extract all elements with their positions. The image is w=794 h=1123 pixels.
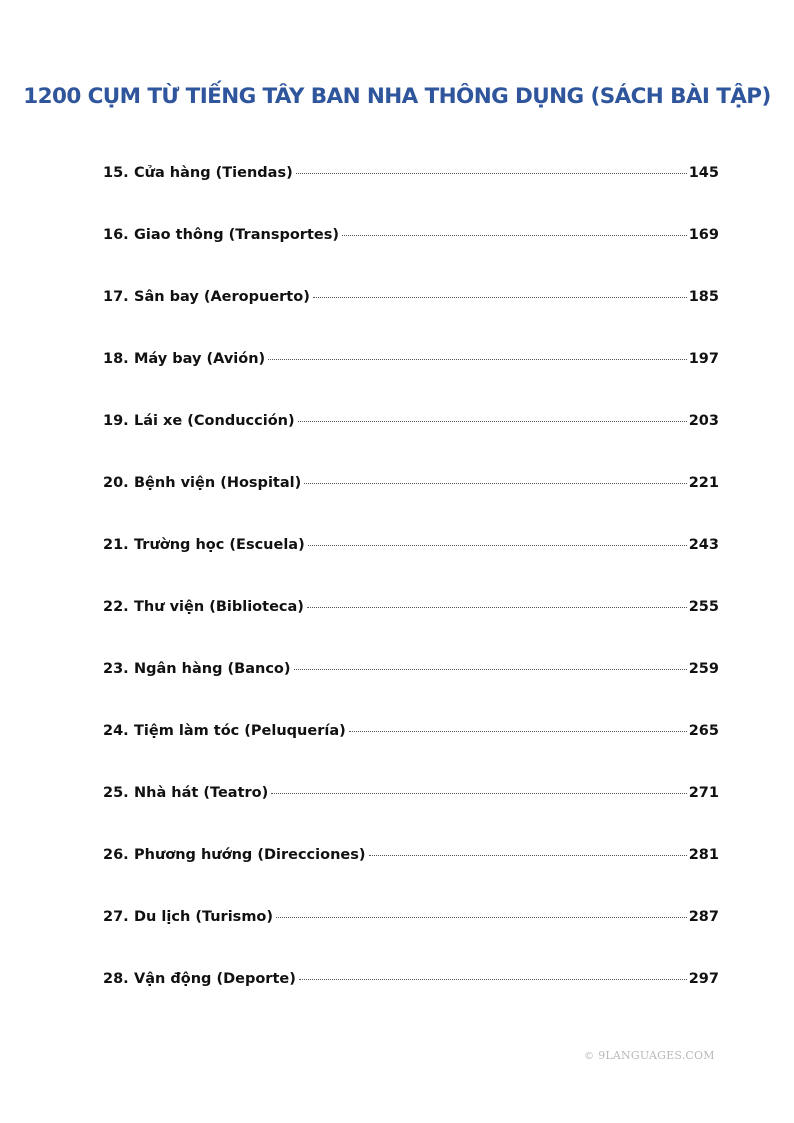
toc-entry[interactable] (103, 718, 719, 780)
toc-dot-leader (268, 359, 687, 360)
toc-entry-number: 28. (103, 971, 129, 987)
copyright-icon: © (584, 1051, 595, 1062)
toc-entry-title: Lái xe (Conducción) (134, 413, 295, 429)
toc-entry-number: 23. (103, 661, 129, 677)
toc-entry[interactable] (103, 656, 719, 718)
watermark (584, 1049, 715, 1062)
toc-entry-page: 259 (688, 661, 719, 677)
toc-entry-page: 145 (688, 165, 719, 181)
toc-entry[interactable] (103, 780, 719, 842)
toc-dot-leader (296, 173, 687, 174)
toc-entry-title: Máy bay (Avión) (134, 351, 266, 367)
watermark-text: 9LANGUAGES.COM (598, 1049, 715, 1062)
toc-entry-page: 297 (688, 971, 719, 987)
toc-entry-page: 169 (688, 227, 719, 243)
toc-dot-leader (294, 669, 687, 670)
toc-entry[interactable] (103, 842, 719, 904)
toc-entry-title: Ngân hàng (Banco) (134, 661, 291, 677)
toc-entry[interactable] (103, 160, 719, 222)
toc-dot-leader (342, 235, 687, 236)
toc-entry-title: Vận động (Deporte) (134, 971, 296, 987)
toc-entry-title: Nhà hát (Teatro) (134, 785, 269, 801)
toc-entry-number: 24. (103, 723, 129, 739)
toc-entry-number: 25. (103, 785, 129, 801)
toc-entry-page: 185 (688, 289, 719, 305)
toc-entry-title: Trường học (Escuela) (134, 537, 305, 553)
toc-dot-leader (349, 731, 687, 732)
toc-entry-number: 18. (103, 351, 129, 367)
toc-entry-page: 197 (688, 351, 719, 367)
toc-entry-title: Tiệm làm tóc (Peluquería) (134, 723, 346, 739)
toc-entry-title: Bệnh viện (Hospital) (134, 475, 302, 491)
toc-entry-page: 243 (688, 537, 719, 553)
toc-dot-leader (299, 979, 687, 980)
toc-dot-leader (304, 483, 686, 484)
table-of-contents (103, 160, 719, 1028)
toc-entry-number: 26. (103, 847, 129, 863)
toc-entry-page: 221 (688, 475, 719, 491)
toc-entry-page: 281 (688, 847, 719, 863)
toc-entry[interactable] (103, 904, 719, 966)
toc-entry-number: 27. (103, 909, 129, 925)
toc-entry[interactable] (103, 966, 719, 1028)
toc-dot-leader (313, 297, 687, 298)
toc-entry-title: Cửa hàng (Tiendas) (134, 165, 293, 181)
toc-entry[interactable] (103, 284, 719, 346)
toc-entry-title: Sân bay (Aeropuerto) (134, 289, 310, 305)
toc-entry-page: 271 (688, 785, 719, 801)
toc-entry[interactable] (103, 532, 719, 594)
toc-entry-page: 265 (688, 723, 719, 739)
toc-dot-leader (369, 855, 687, 856)
toc-entry-title: Phương hướng (Direcciones) (134, 847, 366, 863)
toc-entry[interactable] (103, 594, 719, 656)
toc-entry[interactable] (103, 470, 719, 532)
toc-entry-number: 16. (103, 227, 129, 243)
toc-dot-leader (307, 607, 687, 608)
toc-dot-leader (298, 421, 687, 422)
toc-entry[interactable] (103, 222, 719, 284)
toc-entry-number: 20. (103, 475, 129, 491)
page-title: 1200 CỤM TỪ TIẾNG TÂY BAN NHA THÔNG DỤNG (SÁCH BÀI TẬP) (23, 84, 771, 109)
toc-entry-number: 22. (103, 599, 129, 615)
toc-dot-leader (276, 917, 687, 918)
toc-entry-page: 255 (688, 599, 719, 615)
toc-dot-leader (271, 793, 686, 794)
toc-entry-number: 19. (103, 413, 129, 429)
toc-entry-page: 287 (688, 909, 719, 925)
toc-entry-title: Giao thông (Transportes) (134, 227, 339, 243)
toc-entry[interactable] (103, 408, 719, 470)
toc-dot-leader (308, 545, 687, 546)
toc-entry-page: 203 (688, 413, 719, 429)
toc-entry-number: 21. (103, 537, 129, 553)
toc-entry-title: Thư viện (Biblioteca) (134, 599, 304, 615)
toc-entry-number: 15. (103, 165, 129, 181)
toc-entry[interactable] (103, 346, 719, 408)
toc-entry-number: 17. (103, 289, 129, 305)
toc-entry-title: Du lịch (Turismo) (134, 909, 274, 925)
